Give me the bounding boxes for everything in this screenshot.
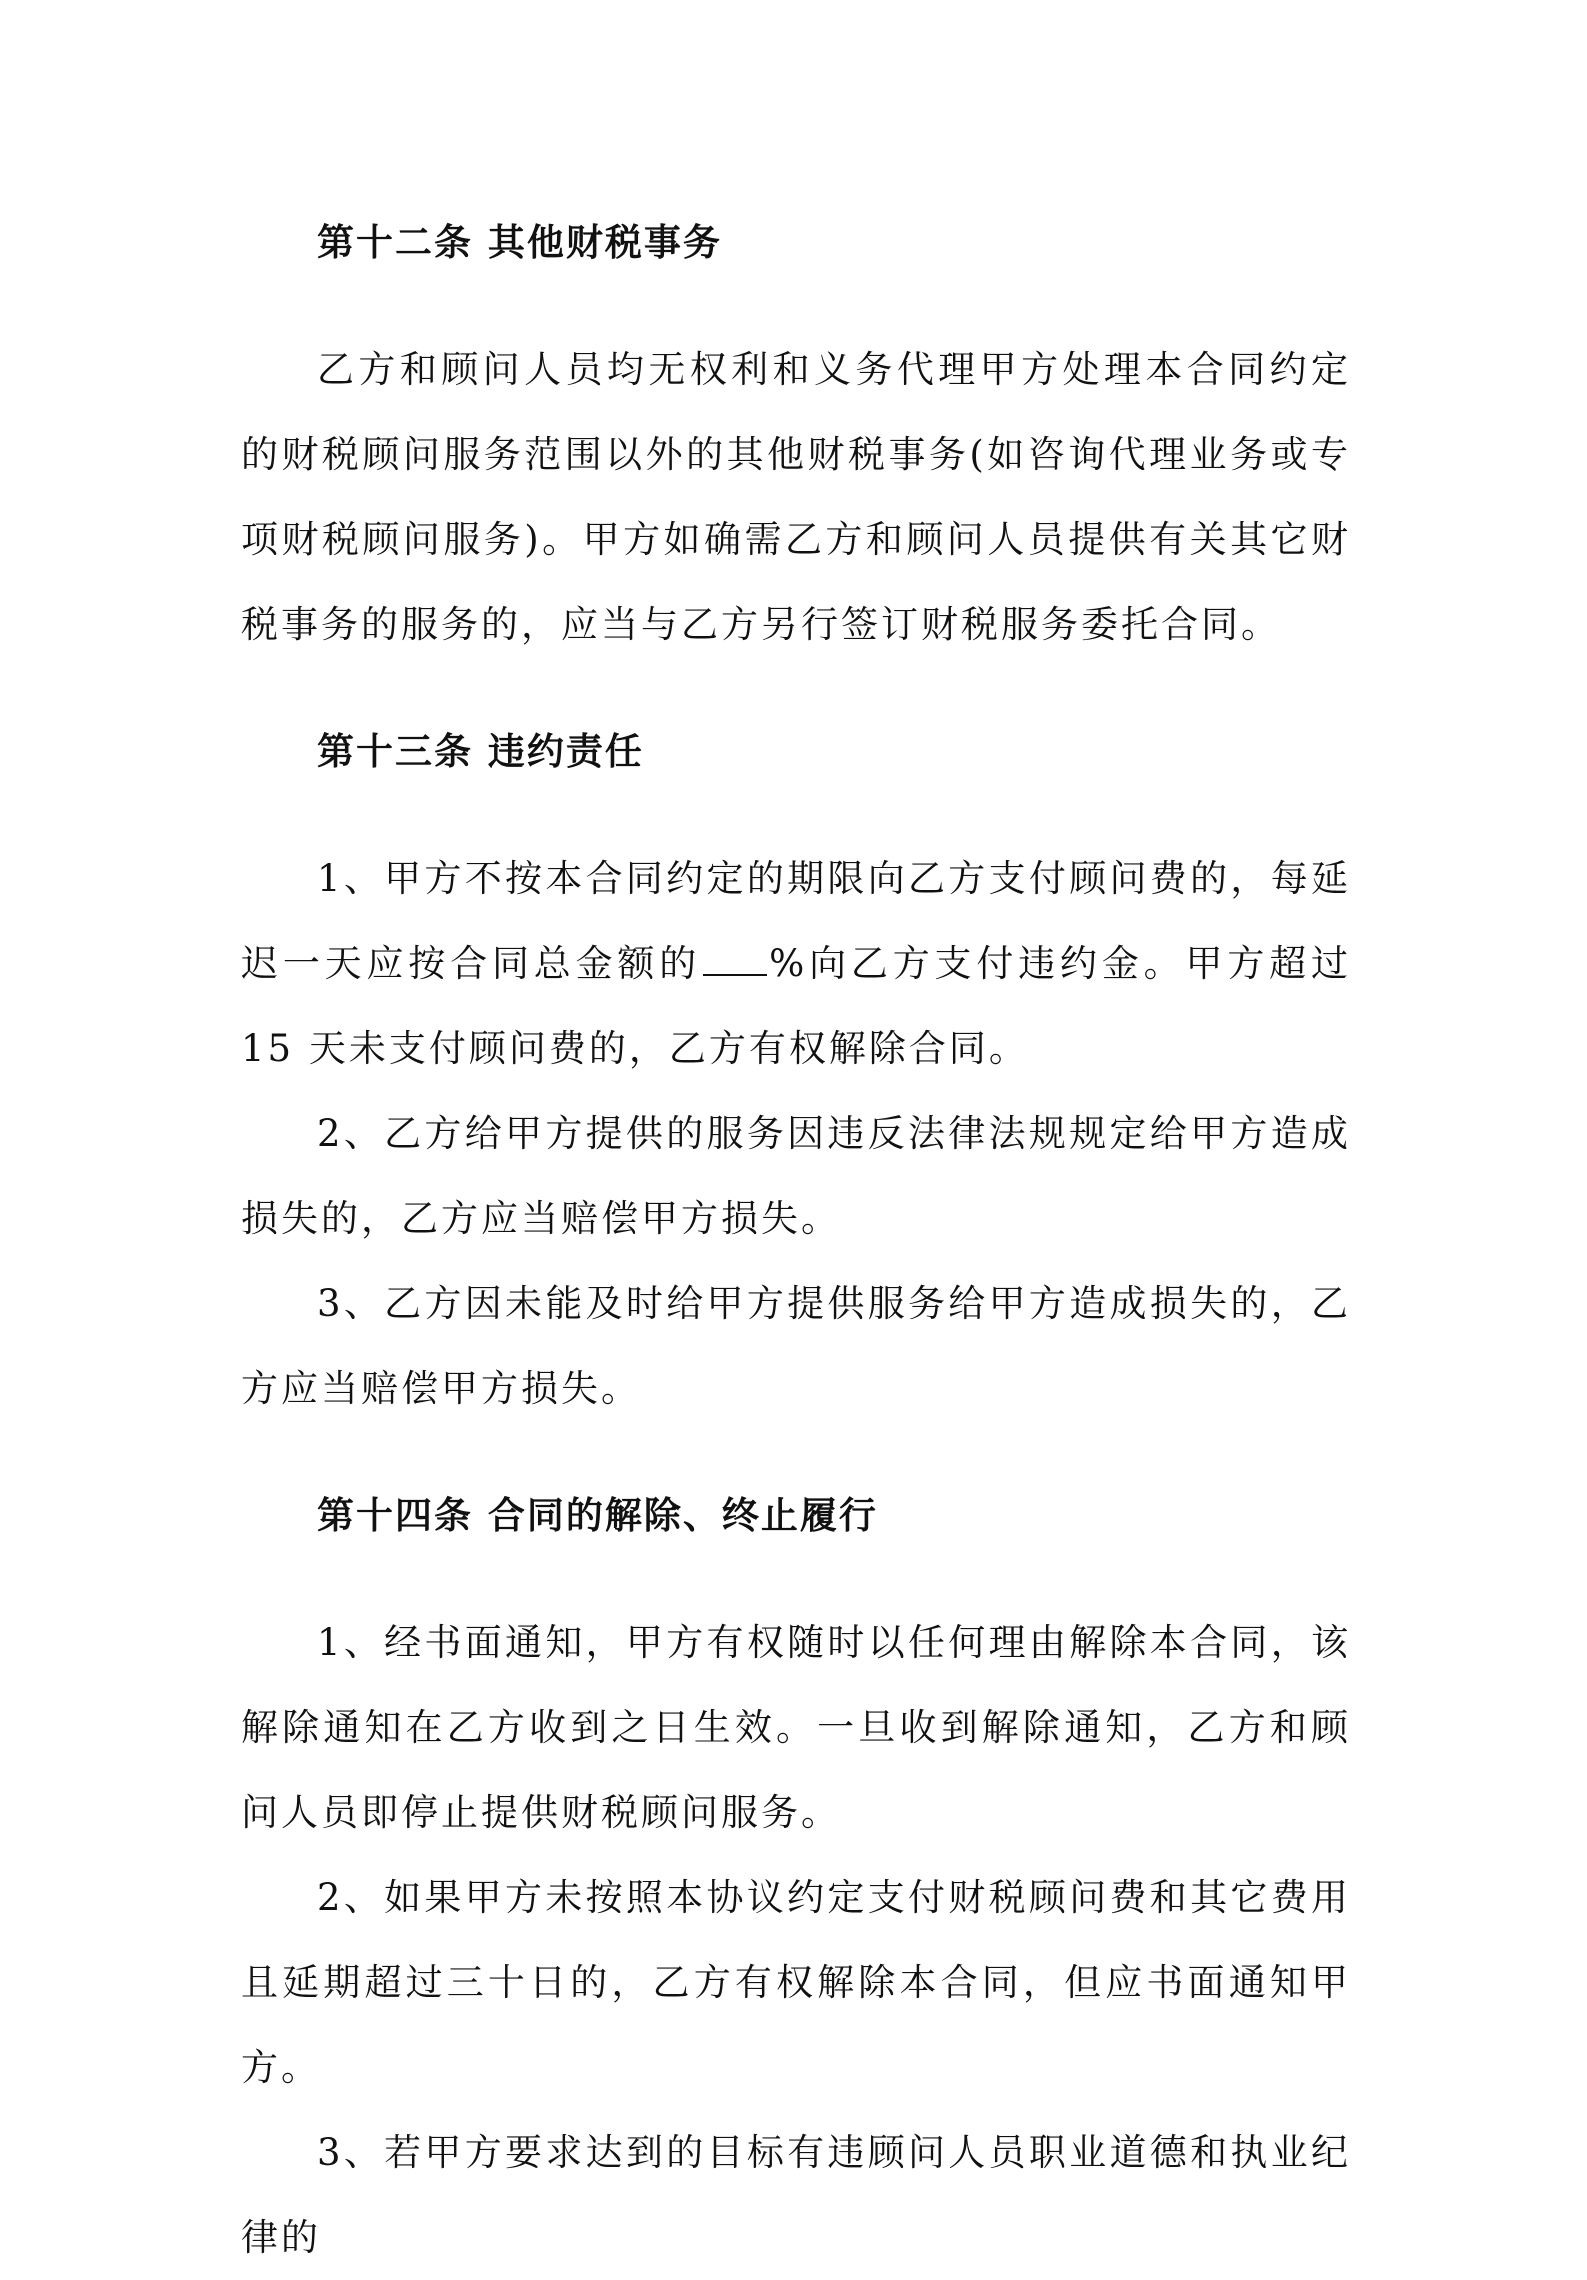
section-13-paragraph-3: 3、乙方因未能及时给甲方提供服务给甲方造成损失的，乙方应当赔偿甲方损失。 (241, 1282, 1351, 1410)
section-13-paragraph-1 (241, 836, 1351, 1091)
section-heading-13: 第十三条 违约责任 (317, 729, 644, 773)
section-14-paragraph-2: 2、如果甲方未按照本协议约定支付财税顾问费和其它费用且延期超过三十日的，乙方有权解除本合同，但应书面通知甲方。 (241, 1876, 1351, 2089)
fill-in-blank[interactable] (703, 940, 767, 976)
section-13-paragraph-2: 2、乙方给甲方提供的服务因违反法律法规规定给甲方造成损失的，乙方应当赔偿甲方损失。 (241, 1112, 1351, 1240)
section-14-paragraph-3: 3、若甲方要求达到的目标有违顾问人员职业道德和执业纪律的 (241, 2131, 1351, 2259)
section-13-paragraph-1-part-b: %向乙方支付违约金。甲方超过 15 天未支付顾问费的，乙方有权解除合同。 (241, 942, 1351, 1070)
section-12-paragraph: 乙方和顾问人员均无权利和义务代理甲方处理本合同约定的财税顾问服务范围以外的其他财税事务(如咨询代理业务或专项财税顾问服务)。甲方如确需乙方和顾问人员提供有关其它财税事务的服务的，应当与乙方另行签订财税服务委托合同。 (241, 348, 1351, 646)
section-14-paragraph-1: 1、经书面通知，甲方有权随时以任何理由解除本合同，该解除通知在乙方收到之日生效。一旦收到解除通知，乙方和顾问人员即停止提供财税顾问服务。 (241, 1621, 1351, 1834)
section-13-paragraph-1-part-a: 1、甲方不按本合同约定的期限向乙方支付顾问费的，每延迟一天应按合同总金额的 (241, 857, 1351, 985)
section-heading-12: 第十二条 其他财税事务 (317, 220, 722, 264)
section-heading-14: 第十四条 合同的解除、终止履行 (317, 1493, 878, 1537)
document-body (241, 200, 1351, 2280)
